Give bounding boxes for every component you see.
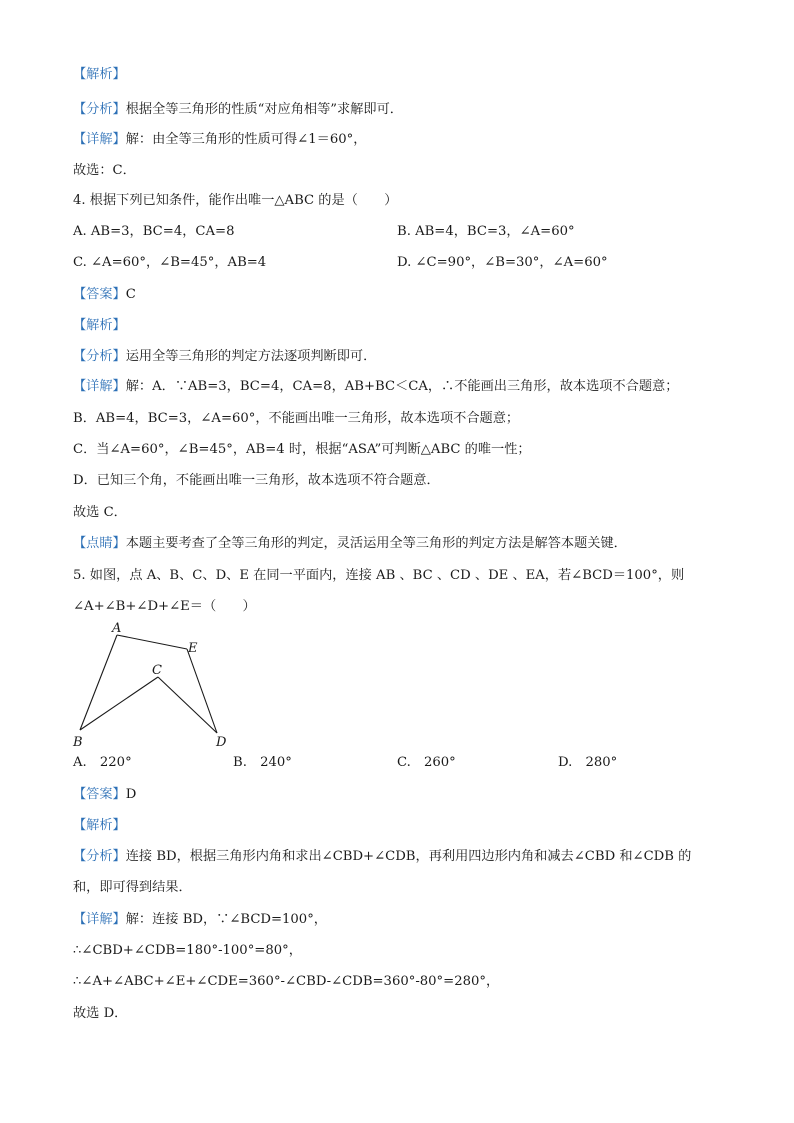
- q4-fenxi-label: 【分析】: [73, 349, 126, 364]
- q5-fenxi-line-1: [73, 848, 691, 866]
- q4-option-d: D. ∠C=90°，∠B=30°，∠A=60°: [397, 255, 608, 270]
- q4-fenxi: [73, 348, 376, 366]
- q3-guxuan: 故选：C．: [73, 163, 136, 178]
- q5-jiexi-label: 【解析】: [73, 818, 126, 833]
- q5-xiangjie-label: 【详解】: [73, 912, 126, 927]
- q5-xiangjie-text-1: 解：连接 BD，∵∠BCD=100°，: [125, 912, 327, 927]
- q4-xiangjie-line-4: D．已知三个角，不能画出唯一三角形，故本选项不符合题意．: [73, 473, 440, 488]
- q5-option-d: D. 280°: [558, 755, 618, 770]
- label-c: C: [152, 663, 162, 678]
- q5-option-c: C. 260°: [397, 755, 456, 770]
- q4-option-a: A. AB=3，BC=4，CA=8: [73, 224, 235, 239]
- q4-guxuan: 故选 C．: [73, 505, 127, 520]
- q4-xiangjie-line-3: C．当∠A=60°，∠B=45°，AB=4 时，根据“ASA”可判断△ABC 的唯一性；: [73, 442, 531, 457]
- q5-figure: [70, 620, 240, 750]
- q5-fenxi-line-2: 和，即可得到结果．: [73, 880, 192, 895]
- label-b: B: [73, 735, 83, 750]
- q3-jiexi-label: 【解析】: [73, 67, 126, 82]
- q4-daan-value: C: [125, 287, 136, 302]
- q5-option-a: A. 220°: [73, 755, 132, 770]
- q4-option-b: B. AB=4，BC=3，∠A=60°: [397, 224, 575, 239]
- label-e: E: [188, 641, 198, 656]
- q5-daan: [73, 786, 136, 804]
- q4-stem: 4. 根据下列已知条件，能作出唯一△ABC 的是（ ）: [73, 193, 398, 208]
- q3-fenxi-label: 【分析】: [73, 102, 126, 117]
- segment-bc: [80, 677, 158, 730]
- q5-xiangjie-line-1: [73, 911, 327, 929]
- label-d: D: [216, 735, 227, 750]
- q4-fenxi-text: 运用全等三角形的判定方法逐项判断即可．: [125, 349, 377, 364]
- q5-stem-line-2: ∠A+∠B+∠D+∠E＝（ ）: [73, 599, 256, 614]
- q3-xiangjie-text: 解：由全等三角形的性质可得∠1＝60°，: [125, 132, 367, 147]
- segment-de: [187, 649, 217, 733]
- q3-fenxi-text: 根据全等三角形的性质“对应角相等”求解即可．: [125, 102, 403, 117]
- q5-fenxi-label: 【分析】: [73, 849, 126, 864]
- q4-daan-label: 【答案】: [73, 287, 126, 302]
- q4-xiangjie-line-1: [73, 378, 678, 396]
- q3-fenxi: [73, 101, 403, 119]
- segment-cd: [158, 677, 217, 733]
- q4-xiangjie-label: 【详解】: [73, 379, 126, 394]
- q5-daan-label: 【答案】: [73, 787, 126, 802]
- q3-xiangjie-label: 【详解】: [73, 132, 126, 147]
- q5-guxuan: 故选 D．: [73, 1006, 128, 1021]
- q4-dianjing-label: 【点睛】: [73, 536, 126, 551]
- q5-fenxi-text-1: 连接 BD，根据三角形内角和求出∠CBD+∠CDB，再利用四边形内角和减去∠CBD 和∠CDB 的: [125, 849, 692, 864]
- segment-ab: [80, 635, 117, 730]
- q4-dianjing-text: 本题主要考查了全等三角形的判定，灵活运用全等三角形的判定方法是解答本题关键．: [125, 536, 627, 551]
- q4-jiexi-label: 【解析】: [73, 318, 126, 333]
- q5-stem-line-1: 5. 如图，点 A、B、C、D、E 在同一平面内，连接 AB 、BC 、CD 、DE 、EA，若∠BCD＝100°，则: [73, 568, 685, 583]
- segment-ea: [117, 635, 187, 649]
- q5-option-b: B. 240°: [233, 755, 292, 770]
- q4-xiangjie-text-1: 解：A．∵AB=3，BC=4，CA=8，AB+BC＜CA，∴不能画出三角形，故本选项不合题意；: [125, 379, 679, 394]
- q5-xiangjie-line-2: ∴∠CBD+∠CDB=180°-100°=80°，: [73, 943, 302, 958]
- label-a: A: [112, 621, 122, 636]
- q5-daan-value: D: [125, 787, 137, 802]
- q4-daan: [73, 286, 136, 304]
- q5-xiangjie-line-3: ∴∠A+∠ABC+∠E+∠CDE=360°-∠CBD-∠CDB=360°-80°=280°，: [73, 974, 500, 989]
- q3-xiangjie: [73, 131, 366, 149]
- q4-option-c: C. ∠A=60°，∠B=45°，AB=4: [73, 255, 267, 270]
- q4-dianjing: [73, 535, 627, 553]
- q4-xiangjie-line-2: B．AB=4，BC=3，∠A=60°，不能画出唯一三角形，故本选项不合题意；: [73, 411, 520, 426]
